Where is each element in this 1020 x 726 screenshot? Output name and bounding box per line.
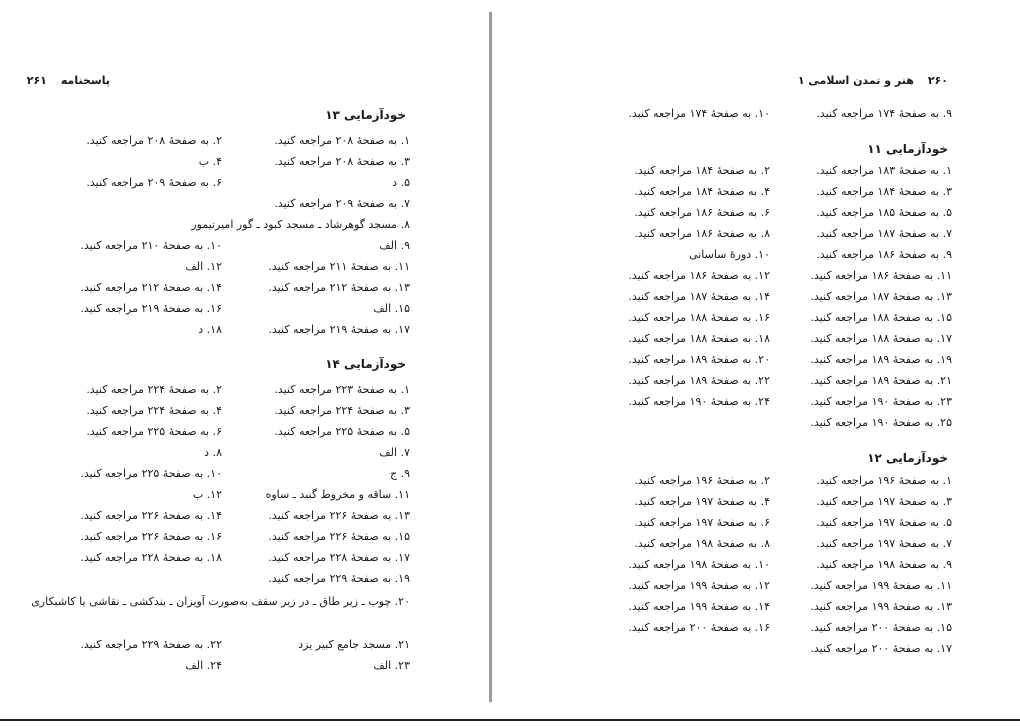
answer-item: ۱۱. ساقه و مخروط گنبد ـ ساوه — [265, 488, 410, 501]
answer-item: ۱۵. به صفحهٔ ۱۸۸ مراجعه کنید. — [810, 311, 952, 324]
right-page — [496, 0, 1020, 726]
answer-item: ۲۲. به صفحهٔ ۲۲۹ مراجعه کنید. — [80, 638, 222, 651]
answer-item: ۲. به صفحهٔ ۱۸۴ مراجعه کنید. — [634, 164, 770, 177]
answer-item: ۱۶. به صفحهٔ ۲۰۰ مراجعه کنید. — [628, 621, 770, 634]
answer-item: ۲۳. الف — [373, 659, 410, 672]
answer-item: ۷. به صفحهٔ ۲۰۹ مراجعه کنید. — [274, 197, 410, 210]
answer-item: ۲۱. مسجد جامع کبیر یزد — [298, 638, 410, 651]
answer-item: ۹. به صفحهٔ ۱۸۶ مراجعه کنید. — [816, 248, 952, 261]
answer-item: ۳. به صفحهٔ ۲۲۴ مراجعه کنید. — [274, 404, 410, 417]
answer-item: ۷. الف — [379, 446, 410, 459]
answer-item: ۸. د — [204, 446, 222, 459]
answer-item: ۲۴. الف — [185, 659, 222, 672]
answer-item: ۱۸. به صفحهٔ ۱۸۸ مراجعه کنید. — [628, 332, 770, 345]
answer-item: ۷. به صفحهٔ ۱۸۷ مراجعه کنید. — [816, 227, 952, 240]
answer-item: ۱۲. ب — [192, 488, 222, 501]
section-title: خودآزمایی ۱۱ — [867, 142, 948, 156]
answer-item: ۵. به صفحهٔ ۲۲۵ مراجعه کنید. — [274, 425, 410, 438]
answer-item: ۱۴. به صفحهٔ ۲۲۶ مراجعه کنید. — [80, 509, 222, 522]
answer-item: ۱. به صفحهٔ ۱۹۶ مراجعه کنید. — [816, 474, 952, 487]
answer-item: ۱۰. به صفحهٔ ۲۱۰ مراجعه کنید. — [80, 239, 222, 252]
section-title: خودآزمایی ۱۲ — [867, 451, 948, 465]
answer-item: ۱. به صفحهٔ ۲۲۳ مراجعه کنید. — [274, 383, 410, 396]
answer-item: ۶. به صفحهٔ ۱۸۶ مراجعه کنید. — [634, 206, 770, 219]
answer-item: ۱۴. به صفحهٔ ۱۸۷ مراجعه کنید. — [628, 290, 770, 303]
answer-item: ۱۰. دورهٔ ساسانی — [689, 248, 770, 261]
right-page-header — [797, 74, 948, 87]
right-page-title: هنر و تمدن اسلامی ۱ — [797, 74, 914, 87]
answer-item: ۹. الف — [379, 239, 410, 252]
answer-item: ۱۴. به صفحهٔ ۲۱۲ مراجعه کنید. — [80, 281, 222, 294]
answer-item: ۱۷. به صفحهٔ ۲۱۹ مراجعه کنید. — [268, 323, 410, 336]
answer-item: ۳. به صفحهٔ ۱۹۷ مراجعه کنید. — [816, 495, 952, 508]
answer-item: ۲. به صفحهٔ ۲۲۴ مراجعه کنید. — [86, 383, 222, 396]
answer-item: ۱۸. به صفحهٔ ۲۲۸ مراجعه کنید. — [80, 551, 222, 564]
answer-item: ۸. به صفحهٔ ۱۸۶ مراجعه کنید. — [634, 227, 770, 240]
answer-item: ۲۱. به صفحهٔ ۱۸۹ مراجعه کنید. — [810, 374, 952, 387]
answer-item: ۱۲. الف — [185, 260, 222, 273]
answer-item: ۱۹. به صفحهٔ ۲۲۹ مراجعه کنید. — [268, 572, 410, 585]
answer-item: ۱۱. به صفحهٔ ۲۱۱ مراجعه کنید. — [268, 260, 410, 273]
answer-item: ۱۳. به صفحهٔ ۱۹۹ مراجعه کنید. — [810, 600, 952, 613]
answer-item: ۲. به صفحهٔ ۲۰۸ مراجعه کنید. — [86, 134, 222, 147]
answer-item: ۶. به صفحهٔ ۲۰۹ مراجعه کنید. — [86, 176, 222, 189]
answer-item: ۱۸. د — [198, 323, 222, 336]
answer-item: ۳. به صفحهٔ ۲۰۸ مراجعه کنید. — [274, 155, 410, 168]
answer-item: ۴. به صفحهٔ ۱۸۴ مراجعه کنید. — [634, 185, 770, 198]
answer-item: ۲۵. به صفحهٔ ۱۹۰ مراجعه کنید. — [810, 416, 952, 429]
answer-item: ۲۴. به صفحهٔ ۱۹۰ مراجعه کنید. — [628, 395, 770, 408]
answer-item: ۶. به صفحهٔ ۱۹۷ مراجعه کنید. — [634, 516, 770, 529]
answer-item: ۱۰. به صفحهٔ ۱۷۴ مراجعه کنید. — [628, 107, 770, 120]
answer-item: ۱۶. به صفحهٔ ۱۸۸ مراجعه کنید. — [628, 311, 770, 324]
answer-item: ۱۴. به صفحهٔ ۱۹۹ مراجعه کنید. — [628, 600, 770, 613]
answer-item: ۱۱. به صفحهٔ ۱۸۶ مراجعه کنید. — [810, 269, 952, 282]
answer-item: ۷. به صفحهٔ ۱۹۷ مراجعه کنید. — [816, 537, 952, 550]
right-page-number: ۲۶۰ — [927, 74, 948, 87]
answer-item: ۲. به صفحهٔ ۱۹۶ مراجعه کنید. — [634, 474, 770, 487]
left-page-header — [26, 74, 110, 87]
answer-item: ۱۵. الف — [373, 302, 410, 315]
left-page-title: پاسخنامه — [60, 74, 110, 87]
answer-item: ۲۰. به صفحهٔ ۱۸۹ مراجعه کنید. — [628, 353, 770, 366]
left-page — [0, 0, 490, 726]
answer-item-full: ۲۰. چوب ـ زیر طاق ـ در زیر سقف به‌صورت آویزان ـ بندکشی ـ نقاشی یا کاشیکاری — [31, 595, 410, 608]
answer-item: ۱۳. به صفحهٔ ۲۲۶ مراجعه کنید. — [268, 509, 410, 522]
answer-item: ۱۳. به صفحهٔ ۲۱۲ مراجعه کنید. — [268, 281, 410, 294]
answer-item: ۳. به صفحهٔ ۱۸۴ مراجعه کنید. — [816, 185, 952, 198]
answer-item: ۹. به صفحهٔ ۱۷۴ مراجعه کنید. — [816, 107, 952, 120]
answer-item: ۹. ج — [389, 467, 410, 480]
answer-item: ۱۳. به صفحهٔ ۱۸۷ مراجعه کنید. — [810, 290, 952, 303]
answer-item: ۱۱. به صفحهٔ ۱۹۹ مراجعه کنید. — [810, 579, 952, 592]
answer-item: ۱۰. به صفحهٔ ۱۹۸ مراجعه کنید. — [628, 558, 770, 571]
answer-item: ۹. به صفحهٔ ۱۹۸ مراجعه کنید. — [816, 558, 952, 571]
answer-item: ۵. به صفحهٔ ۱۸۵ مراجعه کنید. — [816, 206, 952, 219]
section-title: خودآزمایی ۱۳ — [325, 108, 406, 122]
answer-item: ۵. به صفحهٔ ۱۹۷ مراجعه کنید. — [816, 516, 952, 529]
answer-item: ۱. به صفحهٔ ۲۰۸ مراجعه کنید. — [274, 134, 410, 147]
answer-item: ۱۵. به صفحهٔ ۲۰۰ مراجعه کنید. — [810, 621, 952, 634]
answer-item: ۱۷. به صفحهٔ ۲۰۰ مراجعه کنید. — [810, 642, 952, 655]
answer-item: ۱۲. به صفحهٔ ۱۹۹ مراجعه کنید. — [628, 579, 770, 592]
answer-item: ۲۲. به صفحهٔ ۱۸۹ مراجعه کنید. — [628, 374, 770, 387]
answer-item: ۴. به صفحهٔ ۲۲۴ مراجعه کنید. — [86, 404, 222, 417]
answer-item: ۵. د — [392, 176, 410, 189]
answer-item: ۱۰. به صفحهٔ ۲۲۵ مراجعه کنید. — [80, 467, 222, 480]
section-title: خودآزمایی ۱۴ — [325, 357, 406, 371]
answer-item: ۱۶. به صفحهٔ ۲۱۹ مراجعه کنید. — [80, 302, 222, 315]
answer-item-full: ۸. مسجد گوهرشاد ـ مسجد کبود ـ گور امیرتیمور — [191, 218, 410, 231]
answer-item: ۱۵. به صفحهٔ ۲۲۶ مراجعه کنید. — [268, 530, 410, 543]
answer-item: ۴. به صفحهٔ ۱۹۷ مراجعه کنید. — [634, 495, 770, 508]
answer-item: ۱۶. به صفحهٔ ۲۲۶ مراجعه کنید. — [80, 530, 222, 543]
answer-item: ۶. به صفحهٔ ۲۲۵ مراجعه کنید. — [86, 425, 222, 438]
answer-item: ۱۷. به صفحهٔ ۲۲۸ مراجعه کنید. — [268, 551, 410, 564]
answer-item: ۴. ب — [198, 155, 222, 168]
answer-item: ۸. به صفحهٔ ۱۹۸ مراجعه کنید. — [634, 537, 770, 550]
answer-item: ۲۳. به صفحهٔ ۱۹۰ مراجعه کنید. — [810, 395, 952, 408]
answer-item: ۱۷. به صفحهٔ ۱۸۸ مراجعه کنید. — [810, 332, 952, 345]
answer-item: ۱۹. به صفحهٔ ۱۸۹ مراجعه کنید. — [810, 353, 952, 366]
left-page-number: ۲۶۱ — [26, 74, 47, 87]
answer-item: ۱. به صفحهٔ ۱۸۳ مراجعه کنید. — [816, 164, 952, 177]
answer-item: ۱۲. به صفحهٔ ۱۸۶ مراجعه کنید. — [628, 269, 770, 282]
